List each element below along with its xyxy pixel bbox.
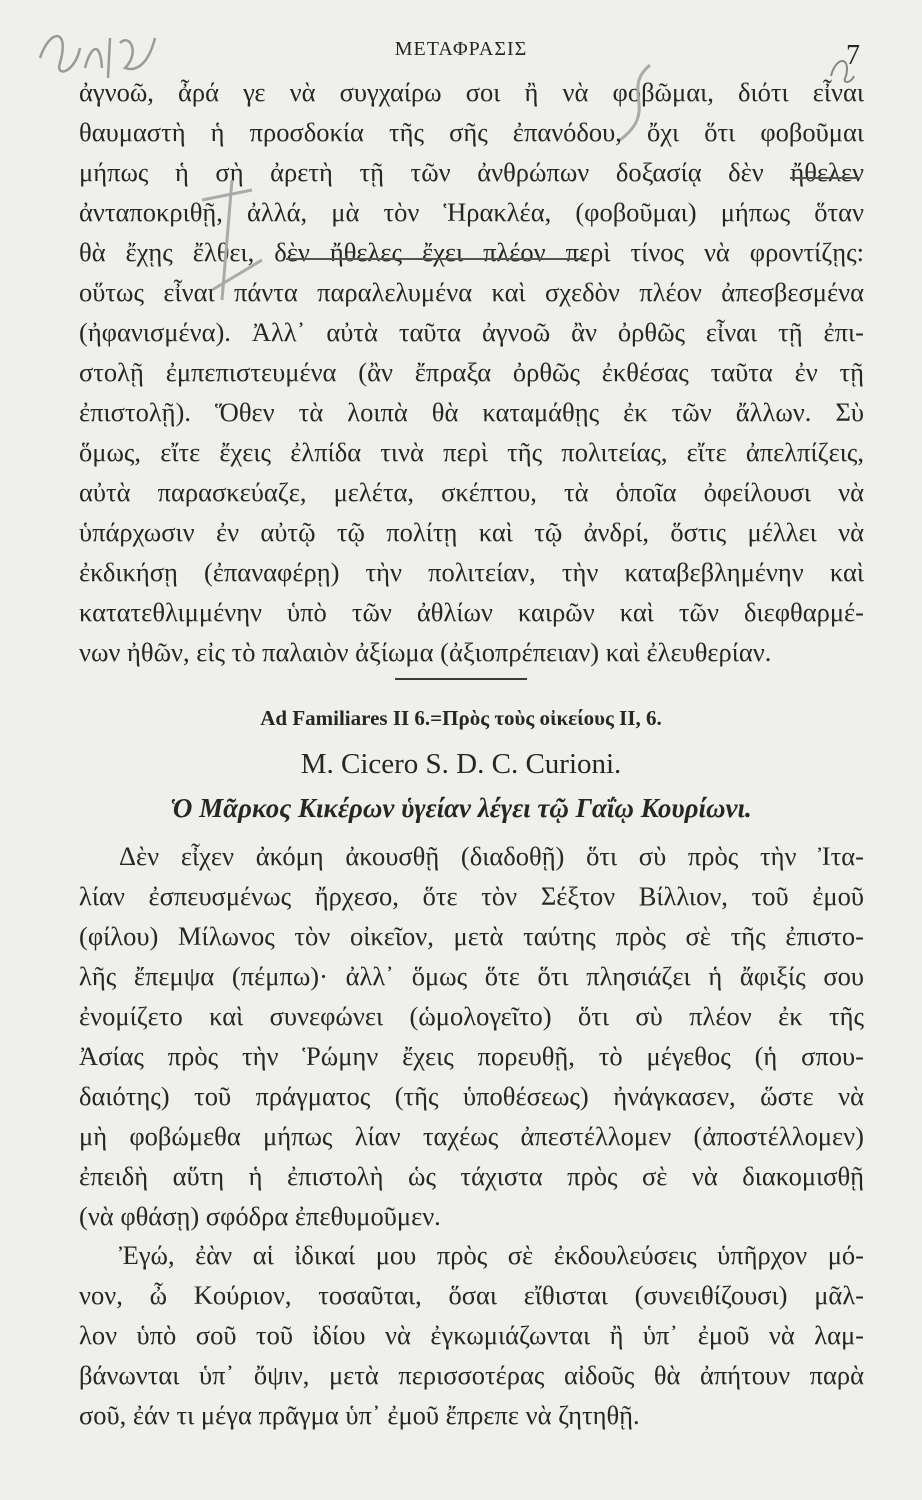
text-line: Ἀσίας πρὸς τὴν Ῥώμην ἔχεις πορευθῇ, τὸ μέγεθος (ἡ σπου- (79, 1041, 864, 1071)
running-header: ΜΕΤΑΦΡΑΣΙΣ (394, 38, 528, 60)
page-number: 7 (846, 40, 860, 71)
text-line: λῆς ἔπεμψα (πέμπω)· ἀλλ᾽ ὅμως ὅτε ὅτι πλησιάζει ἡ ἄφιξίς σου (79, 961, 864, 991)
pencil-strikethrough (790, 177, 860, 179)
pencil-strikethrough (286, 258, 586, 260)
text-line: νον, ὦ Κούριον, τοσαῦται, ὅσαι εἴθισται (συνειθίζουσι) μᾶλ- (79, 1280, 864, 1310)
section-reference: Ad Familiares II 6.=Πρὸς τοὺς οἰκείους II, 6. (260, 706, 662, 730)
text-line: Ἐγώ, ἐὰν αἱ ἰδικαί μου πρὸς σὲ ἐκδουλεύσεις ὑπῆρχον μό- (119, 1240, 864, 1270)
text-line: μήπως ἡ σὴ ἀρετὴ τῇ τῶν ἀνθρώπων δοξασίᾳ δὲν ἤθελεν (79, 157, 864, 187)
text-line: θὰ ἔχῃς ἔλθει, δὲν ἤθελες ἔχει πλέον περὶ τίνος νὰ φροντίζῃς: (79, 237, 864, 267)
text-line: ἐνομίζετο καὶ συνεφώνει (ὡμολογεῖτο) ὅτι σὺ πλέον ἐκ τῆς (79, 1001, 864, 1031)
text-line: βάνωνται ὑπ᾽ ὄψιν, μετὰ περισσοτέρας αἰδοῦς θὰ ἀπήτουν παρὰ (79, 1360, 864, 1390)
text-line: ἀγνοῶ, ἆρά γε νὰ συγχαίρω σοι ἢ νὰ φοβῶμαι, διότι εἶναι (79, 77, 864, 107)
text-line: θαυμαστὴ ἡ προσδοκία τῆς σῆς ἐπανόδου, ὄχι ὅτι φοβοῦμαι (79, 117, 864, 147)
salutation-latin: M. Cicero S. D. C. Curioni. (300, 748, 622, 780)
pencil-scribble (192, 170, 272, 310)
salutation-greek: Ὁ Μᾶρκος Κικέρων ὑγείαν λέγει τῷ Γαΐῳ Κουρίωνι. (170, 793, 752, 823)
pencil-scribble (600, 60, 670, 150)
text-line: ἐπιστολῇ). Ὅθεν τὰ λοιπὰ θὰ καταμάθῃς ἐκ τῶν ἄλλων. Σὺ (79, 397, 864, 427)
text-line: λον ὑπὸ σοῦ τοῦ ἰδίου νὰ ἐγκωμιάζωνται ἢ ὑπ᾽ ἐμοῦ νὰ λαμ- (79, 1320, 864, 1350)
text-line: ἐπειδὴ αὕτη ἡ ἐπιστολὴ ὡς τάχιστα πρὸς σὲ νὰ διακομισθῇ (79, 1161, 864, 1191)
text-line: αὐτὰ παρασκεύαζε, μελέτα, σκέπτου, τὰ ὁποῖα ὀφείλουσι νὰ (79, 477, 864, 507)
text-line: ἀνταποκριθῇ, ἀλλά, μὰ τὸν Ἡρακλέα, (φοβοῦμαι) μήπως ὅταν (79, 197, 864, 227)
paragraph-1 (79, 836, 864, 1236)
text-line: μὴ φοβώμεθα μήπως λίαν ταχέως ἀπεστέλλομεν (ἀποστέλλομεν) (79, 1121, 864, 1151)
text-line: κατατεθλιμμένην ὑπὸ τῶν ἀθλίων καιρῶν καὶ τῶν διεφθαρμέ- (79, 597, 864, 627)
text-line: οὕτως εἶναι πάντα παραλελυμένα καὶ σχεδὸν πλέον ἀπεσβεσμένα (79, 277, 864, 307)
text-line: δαιότης) τοῦ πράγματος (τῆς ὑποθέσεως) ἠνάγκασεν, ὥστε νὰ (79, 1081, 864, 1111)
text-line: λίαν ἐσπευσμένως ἤρχεσο, ὅτε τὸν Σέξτον Βίλλιον, τοῦ ἐμοῦ (79, 881, 864, 911)
text-line: στολῇ ἐμπεπιστευμένα (ἂν ἔπραξα ὀρθῶς ἐκθέσας ταῦτα ἐν τῇ (79, 357, 864, 387)
text-line: (ἠφανισμένα). Ἀλλ᾽ αὐτὰ ταῦτα ἀγνοῶ ἂν ὀρθῶς εἶναι τῇ ἐπι- (79, 317, 864, 347)
text-line: ἐκδικήσῃ (ἐπαναφέρῃ) τὴν πολιτείαν, τὴν καταβεβλημένην καὶ (79, 557, 864, 587)
text-line: νων ἠθῶν, εἰς τὸ παλαιὸν ἀξίωμα (ἀξιοπρέπειαν) καὶ ἐλευθερίαν. (79, 637, 772, 667)
paragraph-2 (79, 1235, 864, 1435)
section-divider (395, 678, 527, 680)
paragraph-continuation (79, 72, 864, 672)
text-line: Δὲν εἶχεν ἀκόμη ἀκουσθῇ (διαδοθῇ) ὅτι σὺ πρὸς τὴν Ἰτα- (119, 841, 864, 871)
text-line: (νὰ φθάσῃ) σφόδρα ἐπεθυμοῦμεν. (79, 1201, 441, 1231)
text-line: (φίλου) Μίλωνος τὸν οἰκεῖον, μετὰ ταύτης πρὸς σὲ τῆς ἐπιστο- (79, 921, 864, 951)
text-line: ὅμως, εἴτε ἔχεις ἐλπίδα τινὰ περὶ τῆς πολιτείας, εἴτε ἀπελπίζεις, (79, 437, 864, 467)
text-line: σοῦ, ἐάν τι μέγα πρᾶγμα ὑπ᾽ ἐμοῦ ἔπρεπε νὰ ζητηθῇ. (79, 1400, 640, 1430)
text-line: ὑπάρχωσιν ἐν αὐτῷ τῷ πολίτῃ καὶ τῷ ἀνδρί, ὅστις μέλλει νὰ (79, 517, 864, 547)
